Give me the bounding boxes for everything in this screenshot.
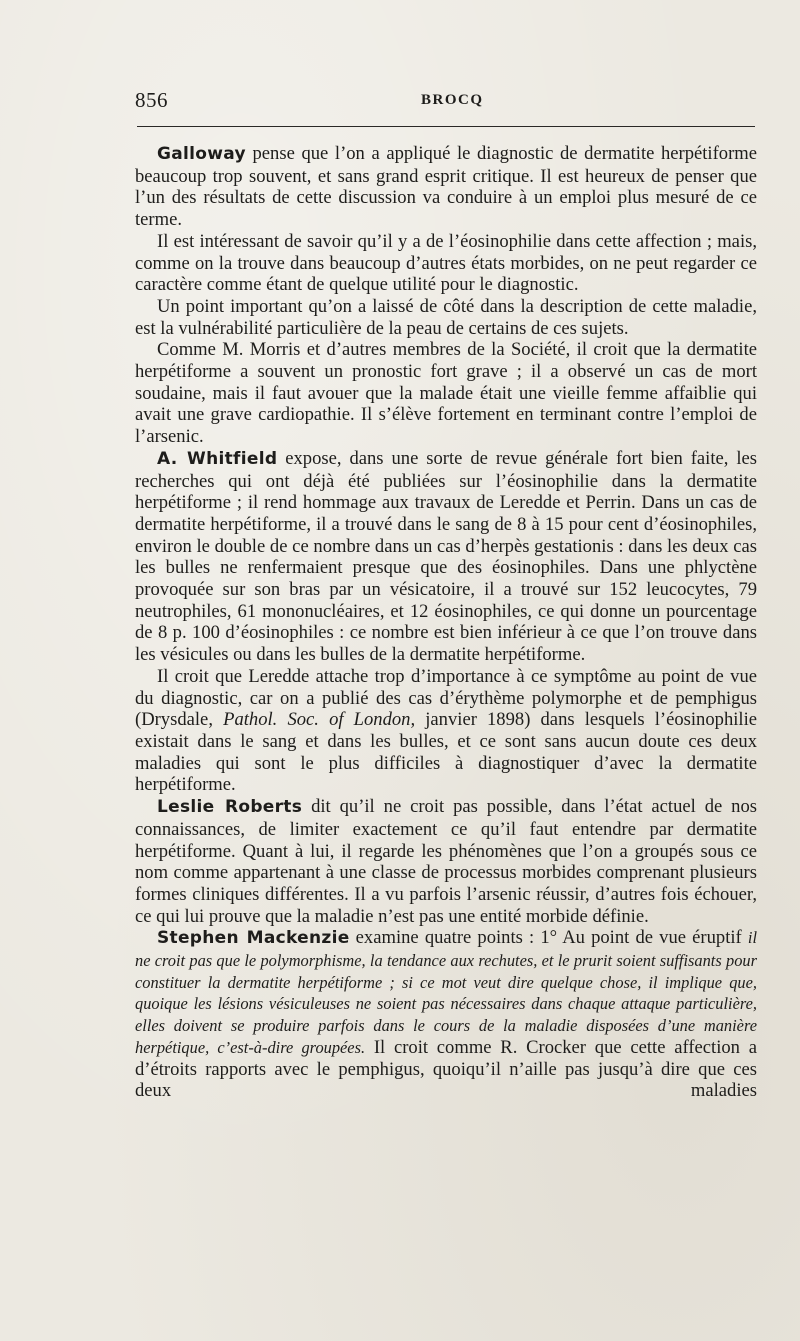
- paragraph-text: Il croit comme R. Crocker que cette affection a d’étroits rapports avec le pemphigus, quoiqu’il n’aille pas jusqu’à dire que ces deux maladies: [135, 1036, 758, 1102]
- paragraph-galloway: [135, 143, 757, 231]
- speaker-name: Stephen Mackenzie: [157, 928, 350, 949]
- body-text: [135, 143, 757, 1102]
- speaker-name: Leslie Roberts: [157, 797, 303, 818]
- paragraph-vulnerabilite: Un point important qu’on a laissé de côté dans la description de cette maladie, est la vulnérabilité particulière de la peau de certains de ces sujets.: [135, 295, 757, 339]
- paragraph-text: expose, dans une sorte de revue générale fort bien faite, les recherches qui ont déjà été publiées sur l’éosinophilie dans la dermatite herpétiforme ; il rend hommage aux travaux de Leredde et Perrin. Dans un cas de dermatite herpétiforme, il a trouvé dans le sang de 8 à 15 pour cent d’éosinophiles, environ le double de ce nombre dans un cas d’herpès gestationis : dans les deux cas les bulles ne renfermaient presque que des éosinophiles. Dans une phlyctène provoquée sur son bras par un vésicatoire, il a trouvé sur 152 leucocytes, 79 neutrophiles, 61 mononucléaires, et 12 éosinophiles, ce qui donne un pourcentage de 8 p. 100 d’éosinophiles : ce nombre est bien inférieur à ce que l’on trouve dans les vésicules ou dans les bulles de la dermatite herpétiforme.: [135, 447, 757, 666]
- paragraph-text: dit qu’il ne croit pas possible, dans l’état actuel de nos connaissances, de limiter exactement ce qu’il faut entendre par dermatite herpétiforme. Quant à lui, il regarde les phénomènes que l’on a groupés sous ce nom comme appartenant à une classe de processus morbides comprenant plusieurs formes cliniques différentes. Il a vu parfois l’arsenic réussir, d’autres fois échouer, ce qui lui prouve que la maladie n’est pas une entité morbide définie.: [135, 796, 757, 927]
- paragraph-eosinophilie: Il est intéressant de savoir qu’il y a de l’éosinophilie dans cette affection ; mais, comme on la trouve dans beaucoup d’autres états morbides, on ne peut regarder ce caractère comme étant de quelque utilité pour le diagnostic.: [135, 230, 757, 296]
- paragraph-whitfield: [135, 448, 757, 666]
- page-header: [135, 88, 755, 116]
- quotation-italic: il ne croit pas que le polymorphisme, la tendance aux rechutes, et le prurit soient suffisants pour constituer la dermatite herpétiforme ; si ce mot veut dire quelque chose, il implique que, quoique les lésions vésiculeuses ne soient pas nécessaires dans chaque attaque particulière, elles doivent se produire parfois dans le cours de la maladie disposées d’une manière herpétique, c’est-à-dire groupées.: [135, 928, 757, 1057]
- paragraph-text: janvier 1898) dans lesquels l’éosinophilie existait dans le sang et dans les bulles, et ce sont sans aucun doute ces deux maladies qui sont le plus difficiles à diagnostiquer d’avec la dermatite herpétiforme.: [135, 709, 757, 796]
- paragraph-text: pense que l’on a appliqué le diagnostic de dermatite herpétiforme beaucoup trop souvent, et sans grand esprit critique. Il est heureux de penser que l’un des résultats de cette discussion va conduire à un emploi plus mesuré de ce terme.: [135, 143, 757, 231]
- paragraph-leredde: [135, 666, 757, 796]
- page-number: 856: [135, 88, 168, 112]
- speaker-name: Galloway: [157, 144, 246, 164]
- paragraph-mackenzie: [135, 927, 757, 1102]
- paragraph-text: Il croit que Leredde attache trop d’importance à ce symptôme au point de vue du diagnostic, car on a publié des cas d’érythème polymorphe et de pemphigus (Drysdale,: [135, 665, 757, 731]
- paragraph-roberts: [135, 796, 757, 927]
- speaker-name: A. Whitfield: [157, 448, 278, 469]
- header-rule: [137, 126, 755, 127]
- paragraph-text: examine quatre points : 1° Au point de vue éruptif: [349, 927, 748, 949]
- paragraph-morris: Comme M. Morris et d’autres membres de la Société, il croit que la dermatite herpétiforme a souvent un pronostic fort grave ; il a observé un cas de mort soudaine, mais il faut avouer que la malade était une vieille femme affaiblie qui avait une grave cardiopathie. Il s’élève fortement en terminant contre l’emploi de l’arsenic.: [135, 339, 757, 448]
- running-head: BROCQ: [421, 92, 484, 108]
- citation-italic: Pathol. Soc. of London,: [223, 709, 416, 731]
